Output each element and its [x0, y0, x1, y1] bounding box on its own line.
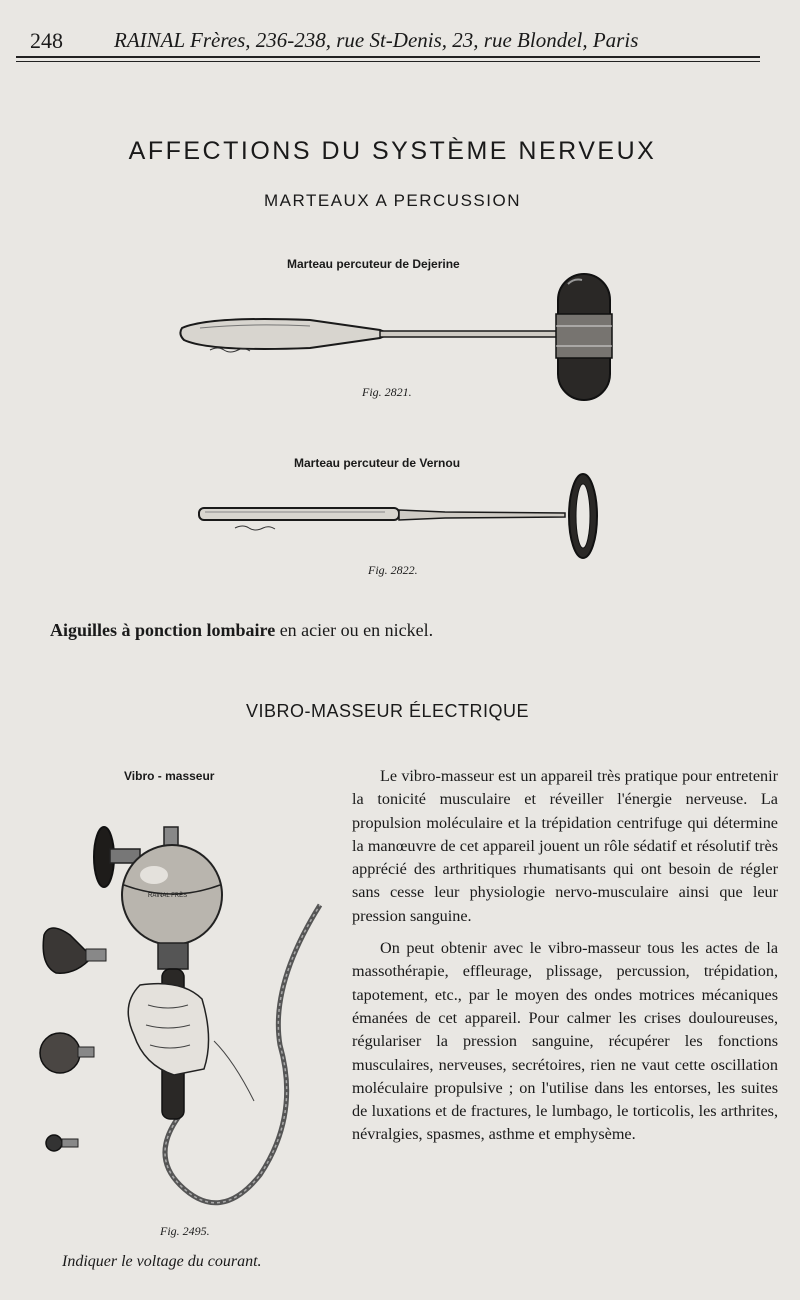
running-header [22, 24, 760, 54]
lumbar-needles-rest: en acier ou en nickel. [275, 620, 434, 640]
subsection-title: MARTEAUX A PERCUSSION [264, 191, 521, 210]
header-rule [16, 56, 760, 58]
device-label: RAINAL FRÈS [148, 893, 188, 899]
dejerine-caption: Marteau percuteur de Dejerine [287, 257, 460, 271]
vernou-caption: Marteau percuteur de Vernou [294, 456, 461, 470]
paragraph-1: Le vibro-masseur est un appareil très pratique pour entretenir la tonicité musculaire et réveiller l'énergie nerveuse. La propulsion moléculaire et la trépidation centrifuge qui détermine la manœuvre de cet appareil jouent un rôle sédatif et résolutif très apprécié des arthritiques rhumatisants qui ont besoin de régler sans cesse leur physiologie nervo-musculaire ainsi que leur pression sanguine. [352, 767, 778, 925]
lumbar-needles-bold: Aiguilles à ponction lombaire [50, 620, 276, 640]
header-rule-thin [16, 61, 760, 62]
running-title: RAINAL Frères, 236-238, rue St-Denis, 23, rue Blondel, Paris [114, 28, 639, 52]
vibro-masseur-title: VIBRO-MASSEUR ÉLECTRIQUE [246, 701, 530, 721]
section-title: AFFECTIONS DU SYSTÈME NERVEUX [128, 137, 657, 165]
lumbar-needles-text [50, 620, 433, 641]
vibro-masseur-illustration [30, 815, 350, 1235]
fig-2822-label: Fig. 2822. [368, 563, 418, 577]
vibro-caption: Vibro - masseur [124, 769, 215, 783]
fig-2495-label: Fig. 2495. [160, 1224, 210, 1238]
page-number: 248 [30, 28, 63, 53]
vibro-description [352, 765, 778, 1156]
vernou-hammer-illustration [195, 470, 605, 565]
fig-2821-label: Fig. 2821. [362, 385, 412, 399]
voltage-note: Indiquer le voltage du courant. [62, 1253, 262, 1270]
paragraph-2: On peut obtenir avec le vibro-masseur tous les actes de la massothérapie, effleurage, plissage, percussion, trépidation, tapotement, etc., par le moyen des ondes motrices mécaniques émanées de cet appareil. Pour calmer les crises douloureuses, régulariser la pression sanguine, récupérer les fonctions musculaires, nerveuses, secrétoires, rien ne vaut cette oscillation moléculaire propulsive ; on l'utilise dans les entorses, les suites de luxations et de fractures, le lumbago, le torticolis, les arthrites, névralgies, spasmes, asthme et emphysème. [352, 939, 778, 1144]
